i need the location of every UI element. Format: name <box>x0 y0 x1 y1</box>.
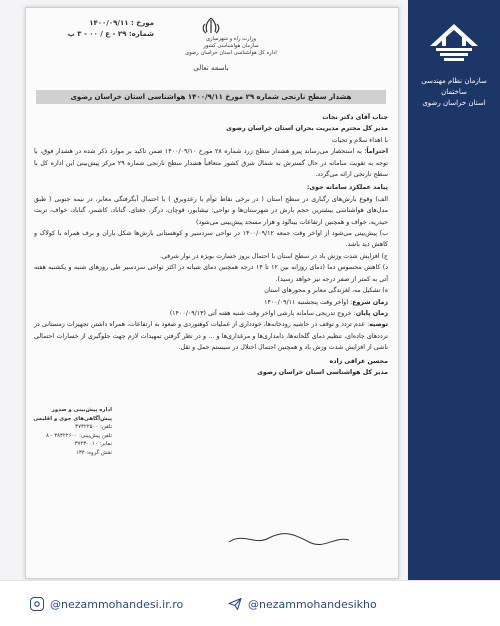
subject-banner: هشدار سطح نارنجی شماره ۲۹ مورخ ۱۴۰۰/۹/۱۱ هواشناسی استان خراسان رضوی <box>36 90 386 104</box>
contact-fax: نمابر: ۳۷۴۳۰۰۱۰ <box>74 441 112 448</box>
end-time-label: زمان پایان <box>355 309 388 317</box>
organization-logo-icon <box>422 12 486 68</box>
paragraph-intro <box>34 146 388 180</box>
letter-number: شماره: ۲۹ - ع / ۰۰ - ۳ پ <box>67 30 154 38</box>
contact-block <box>32 406 112 458</box>
organization-name-line1: سازمان نظام مهندسی ساختمان <box>421 77 487 96</box>
start-time-label: زمان شروع <box>352 298 388 306</box>
letter-body <box>34 112 388 378</box>
start-time-text: : اواخر وقت پنجشنبه ۱۴۰۰/۰۹/۱۱ <box>264 298 353 306</box>
recipient-name: جناب آقای دکتر نجات <box>322 114 388 121</box>
signer-title: مدیر کل هواشناسی استان خراسان رضوی <box>257 368 388 376</box>
letter-meta <box>34 18 154 40</box>
contact-phone2: تلفن پیش‌بینی: ۳۸۳۲۲۶۰۰ - ۸ <box>45 432 112 439</box>
contact-dept-line2: پیش‌آگاهی‌های جوی و اقلیمی <box>33 415 112 422</box>
signer-name: محسن عراقی زاده <box>329 357 388 365</box>
handwritten-signature-icon <box>224 530 354 548</box>
telegram-icon <box>228 597 242 611</box>
organization-name <box>410 76 498 109</box>
recipient-title: مدیر کل محترم مدیریت بحران استان خراسان رضوی <box>226 125 388 133</box>
letter-date: مورخ : ۱۴۰۰/۰۹/۱۱ <box>89 19 154 27</box>
advice-text: : عدم تردد و توقف در حاشیه رودخانه‌ها، خودداری از عملیات کوهنوردی و صعود به ارتفاعات، همراه داشتن تجهیزات زمستانی در ترددهای جاده‌ای، تنظیم دمای گلخانه‌ها، دامداری‌ها و مرغداری‌ها و ... و در نظر گرفتن تمهیدات لازم جهت جلوگیری از خسارات احتمالی ناشی از افزایش شدت وزش باد و همچنین احتمال اختلال در سیستم حمل و نقل. <box>34 321 388 352</box>
ministry-line2: سازمان هواشناسی کشور <box>203 43 259 49</box>
item-b: ب) پیش‌بینی می‌شود از اواخر وقت جمعه ۱۴۰۰/۰۹/۱۲ در نواحی سردسیر و کوهستانی بارش‌ها شکل باران و برف همراه با کولاک و کاهش دید باشد. <box>34 230 388 249</box>
ministry-line3: اداره کل هواشناسی استان خراسان رضوی <box>185 50 277 56</box>
item-c: ج) افزایش شدت وزش باد در سطح استان با احتمال بروز خسارت بویژه در نوار شرقی. <box>159 252 388 260</box>
item-d: د) کاهش محسوس دما (دمای روزانه بین ۱۲ تا ۱۴ درجه همچنین دمای شبانه در اکثر نواحی سردسیر طی روزهای شنبه و یکشنبه هفته آتی به کمتر از صفر درجه نیز خواهد رسید). <box>34 264 389 283</box>
greeting: با اهداء سلام و تحیات <box>331 136 388 144</box>
ministry-header <box>184 36 278 57</box>
start-time <box>34 297 388 308</box>
bismillah: باسمه تعالی <box>193 64 229 72</box>
organization-name-line2: استان خراسان رضوی <box>422 99 486 107</box>
advice-label: توصیه <box>369 321 388 329</box>
iran-emblem-icon <box>196 16 226 36</box>
instagram-link[interactable] <box>30 597 183 611</box>
end-time <box>34 308 388 319</box>
item-a: الف) وقوع بارش‌های رگباری در سطح استان ( در برخی نقاط توأم با رعدوبرق ) با احتمال آبگرفتگی معابر، در نیمه جنوبی ( طبق مدل‌های هواشناسی بیشترین حجم بارش در شهرستان‌ها و نواحی: نیشابور، قوچان، درگز، جغتای، گناباد، کاشمر، گناباد، خواف، تربت حیدریه، خواف و همچنین ارتفاعات بینالود و هزار مسجد پیش‌بینی می‌شود) <box>34 195 388 226</box>
advice <box>34 319 388 353</box>
contact-dept-line1: اداره پیش‌بینی و صدور <box>51 407 112 413</box>
respect-label: احتراماً <box>366 148 388 156</box>
telegram-handle: @nezammohandesikho <box>248 597 377 611</box>
ministry-line1: وزارت راه و شهرسازی <box>205 36 257 42</box>
social-footer <box>0 580 500 626</box>
instagram-icon <box>30 597 44 611</box>
scanned-letter <box>25 7 399 579</box>
telegram-link[interactable] <box>228 597 377 611</box>
end-time-text: : خروج تدریجی سامانه بارشی اواخر وقت شنبه هفته آتی (۱۴۰۰/۰۹/۱۳) <box>169 309 356 317</box>
instagram-handle: @nezammohandesi.ir.ro <box>50 597 184 611</box>
section-heading: پیامد عملکرد سامانه جوی: <box>306 184 388 192</box>
paragraph-intro-text: ؛ به استحضار می‌رساند پیرو هشدار سطح زرد شماره ۲۸ مورخ ۱۴۰۰/۰۹/۱۰ ضمن تاکید بر موارد ذکر شده در هشدار فوق، با توجه به تقویت سامانه در حال گسترش به شمال شرق کشور متعاقباً هشدار سطح نارنجی شماره ۲۹ مرکز پیش‌بینی این اداره کل با سطح نارنجی ارائه می‌گردد. <box>34 148 388 179</box>
item-e: ه) تشکیل مه، لغزندگی معابر و محورهای استان <box>264 287 388 295</box>
contact-code: نقش گروه: ۱۳۴ <box>76 449 112 456</box>
contact-phone1: تلفن: ۳۷۳۲۲۵۰۰ <box>75 424 112 431</box>
